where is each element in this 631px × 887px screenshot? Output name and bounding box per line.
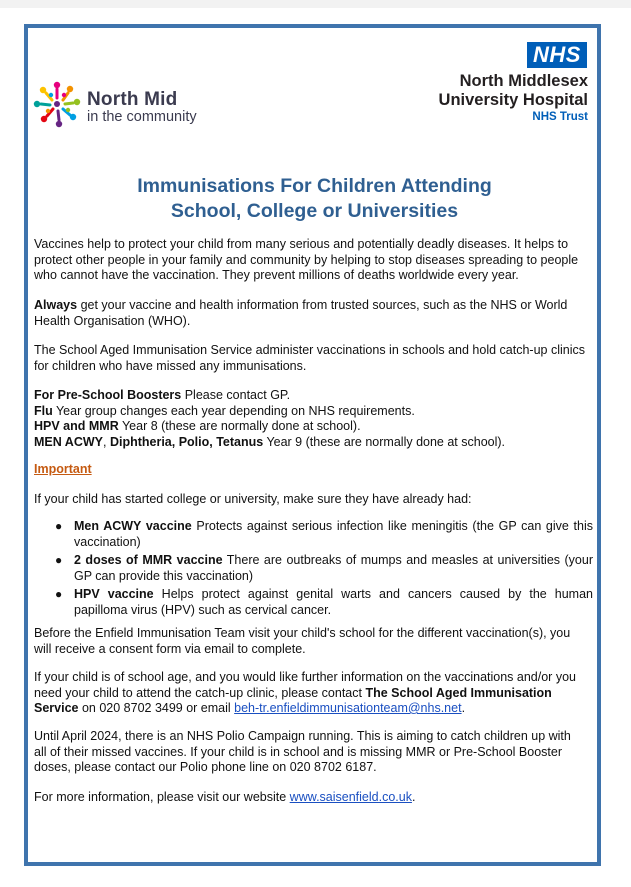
contact-paragraph: [34, 670, 593, 717]
bullet-text: Helps protect against genital warts and cancers caused by the human papilloma virus (HPV) such as cervical cancer.: [74, 587, 593, 617]
bullet-title: 2 doses of MMR vaccine: [74, 553, 223, 567]
hospital-name-line2: University Hospital: [438, 91, 588, 109]
bullet-title: Men ACWY vaccine: [74, 519, 192, 533]
schedule-row: [34, 435, 593, 451]
more-info-text: For more information, please visit our website: [34, 790, 290, 804]
important-heading: Important: [34, 462, 92, 476]
intro-line: protect other people in your family and community by helping to stop diseases spreading to people: [34, 252, 579, 267]
contact-period: .: [461, 701, 466, 715]
vaccine-bullet-list: [34, 519, 593, 621]
schedule-text: Year 9 (these are normally done at school).: [263, 434, 506, 449]
nhs-logo: NHS: [527, 42, 587, 68]
bullet-icon: ●: [55, 587, 63, 601]
schedule-list: [34, 388, 593, 450]
website-link[interactable]: www.saisenfield.co.uk: [289, 790, 412, 804]
top-strip: [0, 0, 631, 8]
always-bold: Always: [34, 298, 78, 312]
north-mid-logo: [30, 80, 230, 130]
list-item: [34, 519, 593, 550]
page-title-line1: Immunisations For Children Attending: [137, 175, 492, 197]
consent-line: Before the Enfield Immunisation Team visit your child's school for the different vaccination(s), you: [34, 626, 571, 640]
service-paragraph: [34, 343, 593, 374]
schedule-text: Year 8 (these are normally done at school).: [118, 419, 361, 433]
bullet-icon: ●: [55, 519, 63, 533]
service-line: The School Aged Immunisation Service administer vaccinations in schools and hold catch-up clinics: [34, 343, 585, 357]
list-item: [34, 553, 593, 584]
people-cluster-icon: [30, 80, 84, 130]
schedule-label: Diphtheria, Polio, Tetanus: [109, 434, 264, 449]
email-link[interactable]: beh-tr.enfieldimmunisationteam@nhs.net: [234, 701, 462, 715]
schedule-label: MEN ACWY: [34, 434, 103, 449]
schedule-text: Please contact GP.: [181, 388, 291, 402]
bullet-icon: ●: [55, 553, 63, 567]
bullet-text: Protects against serious infection like meningitis (the GP can give this vaccination): [74, 519, 593, 549]
service-name-bold: The School Aged Immunisation: [365, 685, 552, 700]
polio-line: all of their missed vaccines. If your child is in school and is missing MMR or Pre-School Booster: [34, 744, 562, 759]
hospital-name: [439, 72, 588, 110]
north-mid-subtitle: in the community: [87, 109, 197, 125]
more-info-period: .: [411, 790, 416, 804]
important-heading-row: [34, 462, 593, 478]
college-intro-text: If your child has started college or university, make sure they have already had:: [34, 492, 472, 506]
service-name-bold: Service: [34, 701, 79, 715]
bullet-title: HPV vaccine: [74, 587, 154, 601]
consent-paragraph: [34, 626, 593, 657]
hospital-name-line1: North Middlesex: [459, 72, 588, 90]
consent-line: will receive a consent form via email to complete.: [34, 641, 306, 656]
schedule-label: Flu: [34, 403, 53, 418]
more-info-paragraph: [34, 790, 593, 806]
intro-line: who cannot have the vaccination. They prevent millions of deaths worldwide every year.: [34, 268, 519, 282]
always-text: get your vaccine and health information from trusted sources, such as the NHS or World: [77, 298, 568, 312]
page-title-line2: School, College or Universities: [170, 200, 459, 222]
schedule-text: Year group changes each year depending on NHS requirements.: [52, 403, 415, 418]
contact-line: If your child is of school age, and you would like further information on the vaccinations and/or you: [34, 670, 576, 684]
college-intro: [34, 492, 593, 508]
intro-line: Vaccines help to protect your child from many serious and potentially deadly diseases. It helps to: [34, 237, 569, 251]
service-line: for children who have missed any immunisations.: [34, 358, 307, 373]
schedule-row: [34, 388, 593, 404]
always-line2: Health Organisation (WHO).: [34, 313, 191, 328]
schedule-separator: ,: [102, 434, 110, 449]
schedule-label: For Pre-School Boosters: [34, 388, 182, 402]
schedule-row: [34, 404, 593, 420]
hospital-trust: NHS Trust: [532, 111, 588, 123]
list-item: [34, 587, 593, 618]
polio-paragraph: [34, 729, 593, 776]
north-mid-title: North Mid: [87, 89, 178, 110]
bullet-text: There are outbreaks of mumps and measles at universities (your GP can provide this vaccination): [74, 553, 593, 583]
schedule-row: [34, 419, 593, 435]
contact-text: need your child to attend the catch-up clinic, please contact: [34, 685, 366, 700]
trusted-sources-paragraph: [34, 298, 593, 329]
schedule-label: HPV and MMR: [34, 419, 119, 433]
intro-paragraph: [34, 237, 593, 284]
polio-line: doses, please contact our Polio phone line on 020 8702 6187.: [34, 760, 377, 774]
contact-text: on 020 8702 3499 or email: [78, 701, 235, 715]
polio-line: Until April 2024, there is an NHS Polio Campaign running. This is aiming to catch children up with: [34, 729, 571, 743]
